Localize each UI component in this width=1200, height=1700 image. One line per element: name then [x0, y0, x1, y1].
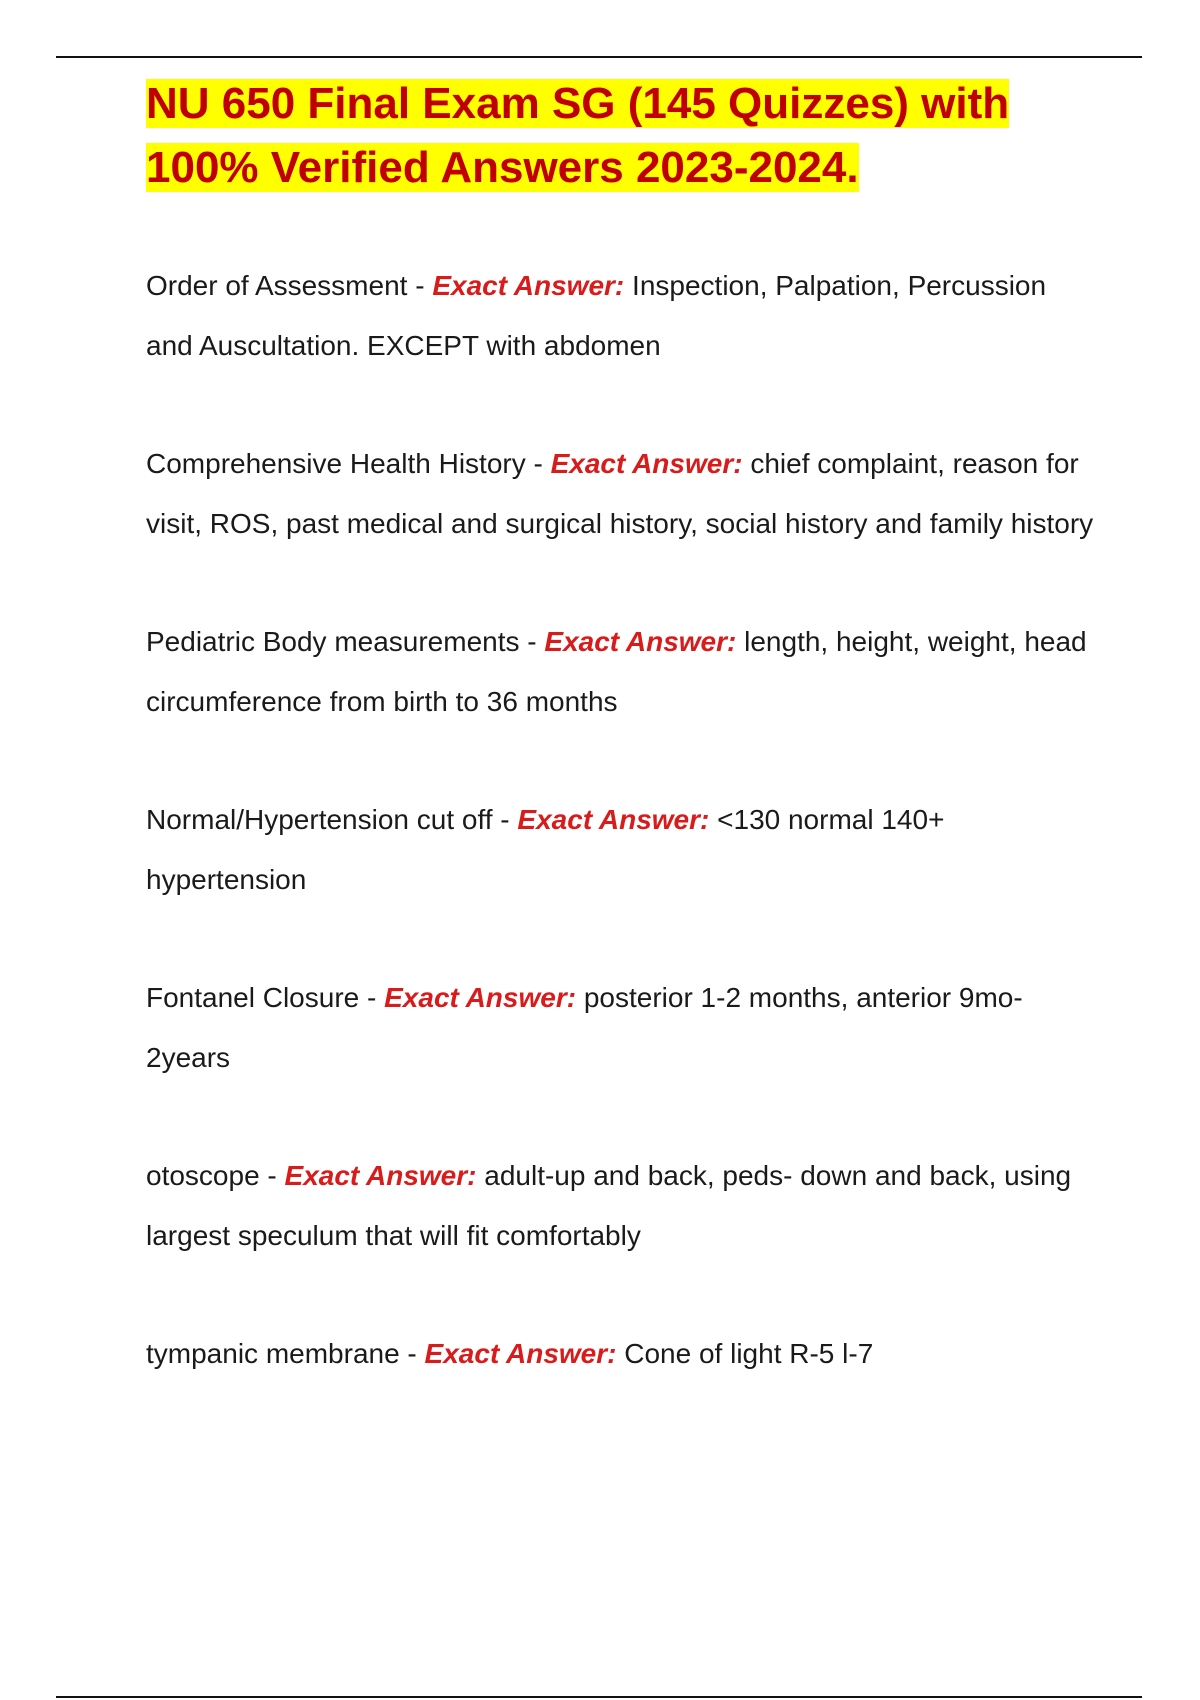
qa-separator: -	[407, 270, 433, 301]
qa-separator: -	[519, 626, 545, 657]
qa-separator: -	[359, 982, 385, 1013]
qa-answer: adult-up and back, peds- down and back, using largest speculum that will fit comfortably	[146, 1160, 1072, 1251]
qa-term: Normal/Hypertension cut off	[146, 804, 493, 835]
qa-separator: -	[259, 1160, 285, 1191]
qa-separator: -	[492, 804, 518, 835]
qa-term: tympanic membrane	[146, 1338, 400, 1369]
qa-answer: posterior 1-2 months, anterior 9mo-2years	[146, 982, 1023, 1073]
qa-item	[146, 968, 1096, 1088]
bottom-divider	[56, 1696, 1142, 1698]
qa-item	[146, 256, 1096, 376]
qa-answer: length, height, weight, head circumference from birth to 36 months	[146, 626, 1087, 717]
document-title-text: NU 650 Final Exam SG (145 Quizzes) with 100% Verified Answers 2023-2024.	[146, 79, 1010, 192]
document-title	[146, 72, 1106, 200]
qa-answer: Inspection, Palpation, Percussion and Auscultation. EXCEPT with abdomen	[146, 270, 1047, 361]
exact-answer-label: Exact Answer:	[284, 1160, 477, 1191]
exact-answer-label: Exact Answer:	[517, 804, 710, 835]
qa-separator: -	[525, 448, 551, 479]
qa-item	[146, 1324, 1096, 1384]
exact-answer-label: Exact Answer:	[432, 270, 625, 301]
qa-term: Fontanel Closure	[146, 982, 360, 1013]
exact-answer-label: Exact Answer:	[424, 1338, 617, 1369]
qa-item	[146, 612, 1096, 732]
qa-separator: -	[399, 1338, 425, 1369]
exact-answer-label: Exact Answer:	[384, 982, 577, 1013]
qa-answer: <130 normal 140+ hypertension	[146, 804, 945, 895]
qa-list	[146, 256, 1096, 1442]
exact-answer-label: Exact Answer:	[550, 448, 743, 479]
qa-term: Order of Assessment	[146, 270, 408, 301]
exact-answer-label: Exact Answer:	[544, 626, 737, 657]
qa-item	[146, 1146, 1096, 1266]
qa-term: Pediatric Body measurements	[146, 626, 520, 657]
qa-answer: Cone of light R-5 l-7	[624, 1338, 874, 1369]
qa-item	[146, 790, 1096, 910]
qa-term: Comprehensive Health History	[146, 448, 526, 479]
qa-term: otoscope	[146, 1160, 260, 1191]
qa-answer: chief complaint, reason for visit, ROS, past medical and surgical history, social history and family history	[146, 448, 1094, 539]
qa-item	[146, 434, 1096, 554]
top-divider	[56, 56, 1142, 58]
